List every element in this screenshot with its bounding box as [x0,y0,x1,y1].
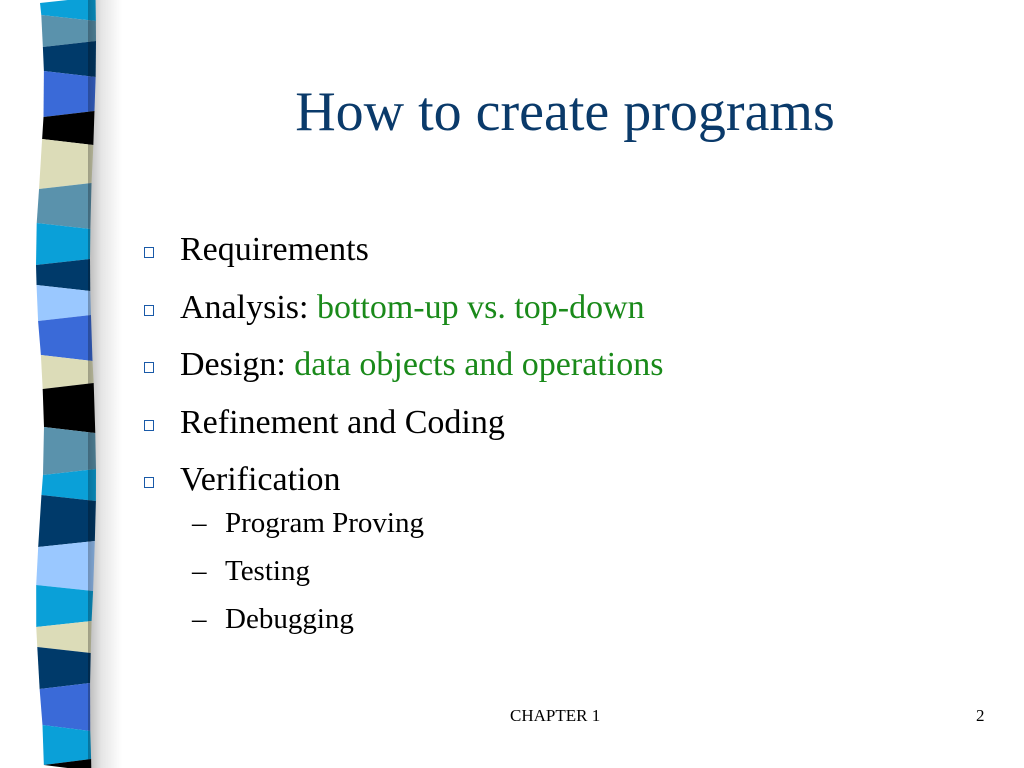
bullet-item [142,403,962,443]
bullet-item [142,288,962,328]
dash-marker: – [192,555,207,587]
dash-marker: – [192,603,207,635]
stripe-band [37,285,91,321]
bullet-list [142,230,962,518]
bullet-text: Design: [180,346,295,383]
bullet-highlight: data objects and operations [294,346,664,383]
bullet-text: Requirements [180,231,369,268]
bullet-text: Verification [180,461,341,498]
sub-bullet-item [192,600,424,638]
bullet-item [142,230,962,270]
stripe-band [36,585,93,627]
hollow-square-icon [144,477,154,488]
bullet-text: Refinement and Coding [180,403,505,441]
dash-marker: – [192,507,207,539]
stripe-shadow [88,0,122,768]
sub-bullet-text: Program Proving [225,507,424,539]
stripe-band [40,683,91,731]
stripe-band [38,315,92,361]
bullet-item [142,345,962,385]
sub-bullet-item [192,552,424,590]
stripe-band [39,139,93,189]
sub-bullet-text: Testing [225,555,310,587]
footer-chapter: CHAPTER 1 [510,706,601,725]
footer-page-number: 2 [976,706,985,725]
bullet-highlight: bottom-up vs. top-down [316,288,645,326]
stripe-band [42,725,91,765]
stripe-band [37,647,90,689]
sub-bullet-item [192,504,424,542]
sub-bullet-text: Debugging [225,603,354,635]
bullet-text: Analysis: [180,288,317,326]
hollow-square-icon [144,362,154,373]
hollow-square-icon [144,420,154,431]
hollow-square-icon [144,247,154,258]
stripe-band [36,223,90,265]
stripe-band [36,541,95,591]
slide-title: How to create programs [295,81,835,143]
hollow-square-icon [144,305,154,316]
stripe-band [37,183,92,229]
bullet-item [142,460,962,500]
sub-bullet-list [192,504,424,648]
